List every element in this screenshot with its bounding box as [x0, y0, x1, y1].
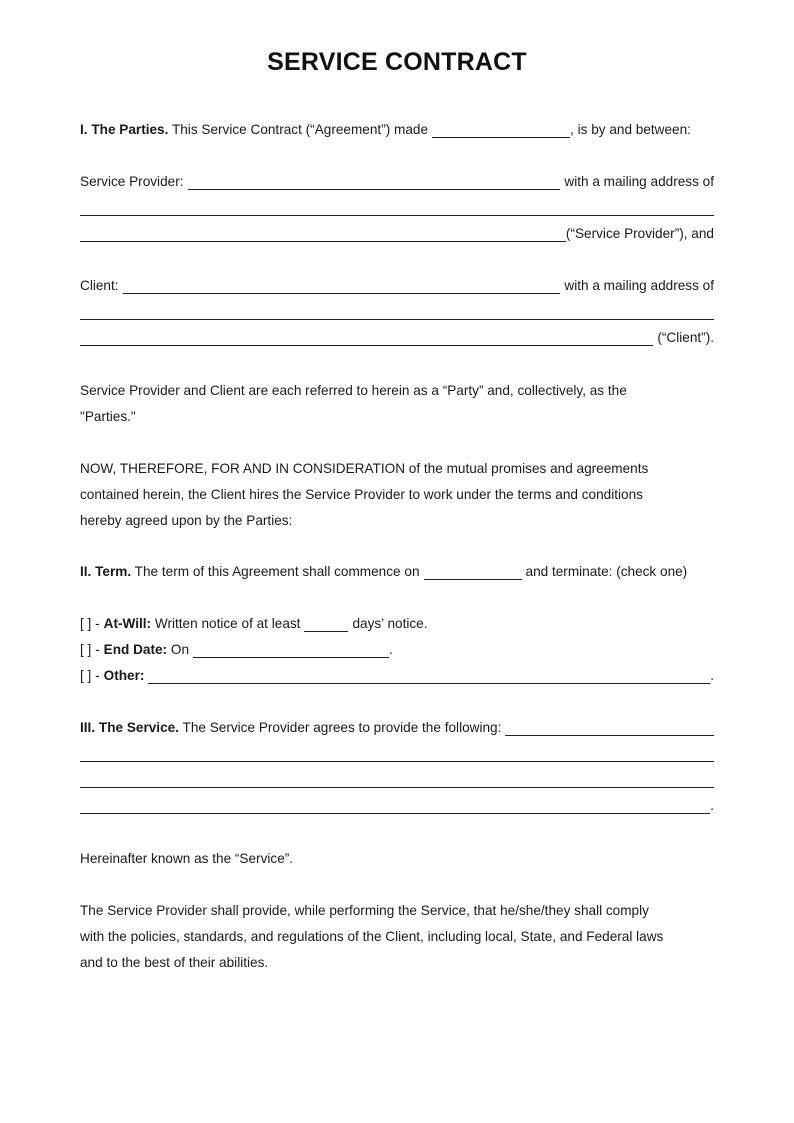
collective-paragraph — [80, 378, 720, 430]
consideration-line-2: contained herein, the Client hires the Service Provider to work under the terms and conditions — [80, 487, 643, 502]
term-option-end-date — [80, 639, 714, 661]
provider-address-line-2 — [80, 223, 714, 245]
client-address-blank-1[interactable] — [80, 303, 714, 320]
parties-intro-line — [80, 119, 714, 141]
service-description-blank-3[interactable] — [80, 771, 714, 788]
end-date-text: On — [170, 642, 190, 658]
hereinafter-paragraph — [80, 846, 720, 872]
term-end-text: and terminate: (check one) — [525, 564, 688, 580]
consideration-paragraph — [80, 456, 720, 534]
provider-mailing-address-label: with a mailing address of — [564, 174, 714, 190]
service-provider-label: Service Provider: — [80, 174, 184, 190]
parties-intro-end: , is by and between: — [570, 122, 691, 138]
end-date-label: End Date: — [103, 642, 168, 658]
client-address-line-1 — [80, 301, 714, 323]
end-date-end: . — [389, 642, 393, 658]
agreement-date-blank[interactable] — [432, 121, 570, 138]
term-option-other — [80, 665, 714, 687]
service-description-line-2 — [80, 743, 714, 765]
service-description-line-3 — [80, 769, 714, 791]
client-address-line-2 — [80, 327, 714, 349]
term-text: The term of this Agreement shall commence on — [134, 564, 420, 580]
compliance-line-1: The Service Provider shall provide, while performing the Service, that he/she/they shall comply — [80, 903, 649, 918]
parties-heading: I. The Parties. — [80, 122, 169, 138]
service-line — [80, 717, 714, 739]
service-provider-line — [80, 171, 714, 193]
compliance-line-2: with the policies, standards, and regulations of the Client, including local, State, and Federal laws — [80, 929, 664, 944]
service-heading: III. The Service. — [80, 720, 179, 736]
client-name-blank[interactable] — [123, 277, 561, 294]
service-text: The Service Provider agrees to provide the following: — [182, 720, 502, 736]
client-closing-text: (“Client”). — [657, 330, 714, 346]
service-description-blank-4[interactable] — [80, 797, 710, 814]
client-line — [80, 275, 714, 297]
term-heading: II. Term. — [80, 564, 132, 580]
service-description-end: . — [710, 798, 714, 814]
provider-address-blank-1[interactable] — [80, 199, 714, 216]
term-option-at-will — [80, 613, 714, 635]
client-mailing-address-label: with a mailing address of — [564, 278, 714, 294]
compliance-line-3: and to the best of their abilities. — [80, 955, 269, 970]
at-will-label: At-Will: — [103, 616, 152, 632]
at-will-text: Written notice of at least — [154, 616, 301, 632]
provider-address-line-1 — [80, 197, 714, 219]
end-date-checkbox[interactable]: [ ] - — [80, 642, 100, 658]
parties-intro-text: This Service Contract (“Agreement”) made — [171, 122, 429, 138]
term-line — [80, 561, 714, 583]
hereinafter-text: Hereinafter known as the “Service”. — [80, 851, 294, 866]
document-title: SERVICE CONTRACT — [267, 48, 527, 76]
service-provider-name-blank[interactable] — [188, 173, 561, 190]
consideration-line-3: hereby agreed upon by the Parties: — [80, 513, 293, 528]
at-will-end: days’ notice. — [352, 616, 428, 632]
other-term-blank[interactable] — [148, 667, 710, 684]
other-checkbox[interactable]: [ ] - — [80, 668, 100, 684]
service-description-line-4 — [80, 795, 714, 817]
other-label: Other: — [103, 668, 145, 684]
commence-date-blank[interactable] — [424, 563, 522, 580]
client-address-blank-2[interactable] — [80, 329, 653, 346]
service-description-blank-1[interactable] — [505, 719, 714, 736]
end-date-blank[interactable] — [193, 641, 389, 658]
compliance-paragraph — [80, 898, 720, 976]
provider-address-blank-2[interactable] — [80, 225, 566, 242]
consideration-line-1: NOW, THEREFORE, FOR AND IN CONSIDERATION of the mutual promises and agreements — [80, 461, 649, 476]
provider-closing-text: (“Service Provider”), and — [565, 226, 714, 242]
notice-days-blank[interactable] — [304, 615, 348, 632]
collective-line-1: Service Provider and Client are each referred to herein as a “Party” and, collectively, as the — [80, 383, 627, 398]
collective-line-2: "Parties." — [80, 409, 136, 424]
service-description-blank-2[interactable] — [80, 745, 714, 762]
at-will-checkbox[interactable]: [ ] - — [80, 616, 100, 632]
client-label: Client: — [80, 278, 119, 294]
other-end: . — [710, 668, 714, 684]
